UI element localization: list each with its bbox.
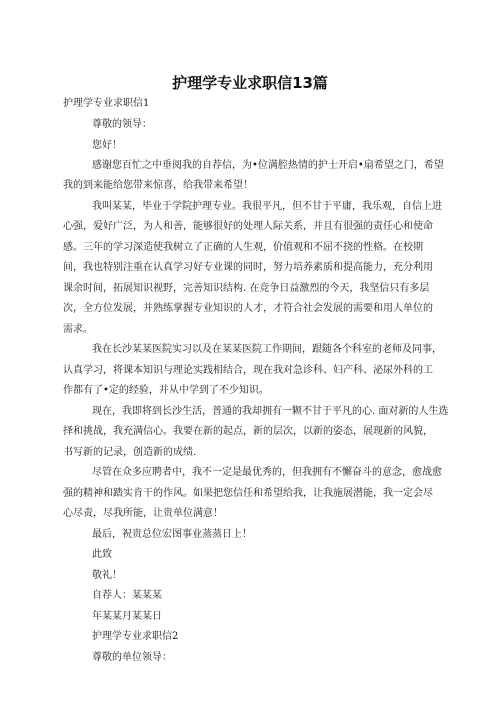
paragraph-line: 书写新的记录，创造新的成绩. [63, 447, 197, 458]
paragraph-line: 需求。 [63, 324, 93, 335]
paragraph-line: 我在长沙某某医院实习以及在某某医院工作期间，跟随各个科室的老师及同事， [92, 344, 442, 355]
salutation: 尊敬的领导： [92, 119, 152, 130]
paragraph-line: 心尽责，尽我所能，让贵单位满意！ [63, 508, 223, 519]
paragraph-line: 感。三年的学习深造使我树立了正确的人生观，价值观和不屈不挠的性格。在校期 [63, 242, 423, 253]
paragraph-line: 作都有了•定的经验，并从中学到了不少知识。 [63, 385, 269, 396]
paragraph-line: 课余时间，拓展知识视野，完善知识结构. 在竞争日益激烈的今天，我坚信只有多层 [63, 283, 430, 294]
paragraph-line: 强的精神和踏实肯干的作风。如果把您信任和希望给我，让我施展潜能，我一定会尽 [63, 488, 433, 499]
paragraph-line: 尽管在众多应聘者中，我不一定是最优秀的，但我拥有不懈奋斗的意念，愈战愈 [92, 467, 442, 478]
document-title: 护理学专业求职信13篇 [172, 74, 328, 92]
paragraph-line: 感谢您百忙之中垂阅我的自荐信，为•位满腔热情的护士开启•扇希望之门，希望 [92, 160, 444, 171]
signature: 自荐人：某某某 [92, 590, 162, 601]
greeting: 您好！ [92, 140, 122, 151]
paragraph-line: 现在，我即将到长沙生活，普通的我却拥有一颗不甘于平凡的心. 面对新的人生选 [92, 406, 449, 417]
date-line: 年某某月某某日 [92, 611, 162, 622]
paragraph-line: 我叫某某，毕业于学院护理专业。我很平凡，但不甘于平庸，我乐观，自信上进 [92, 201, 442, 212]
paragraph-line: 认真学习，将课本知识与理论实践相结合，现在我对急诊科、妇产科、泌尿外科的工 [63, 365, 433, 376]
closing-jingli: 敬礼！ [92, 570, 122, 581]
letter-2-heading: 护理学专业求职信2 [92, 631, 179, 642]
paragraph-line: 我的到来能给您带来惊喜，给我带来希望！ [63, 180, 253, 191]
closing-cizhi: 此致 [92, 549, 112, 560]
letter-1-heading: 护理学专业求职信1 [63, 98, 150, 109]
salutation-2: 尊敬的单位领导： [92, 652, 172, 663]
paragraph-line: 间，我也特别注重在认真学习好专业课的同时，努力培养素质和提高能力，充分利用 [63, 262, 433, 273]
closing-wish: 最后，祝贵总位宏图事业蒸蒸日上！ [92, 529, 252, 540]
paragraph-line: 择和挑战，我充满信心。我要在新的起点，新的层次，以新的姿态，展现新的风貌， [63, 426, 433, 437]
paragraph-line: 心强，爱好广泛，为人和善，能够很好的处理人际关系，并且有很强的责任心和使命 [63, 221, 433, 232]
paragraph-line: 次，全方位发展，并熟练掌握专业知识的人才，才符合社会发展的需要和用人单位的 [63, 303, 433, 314]
